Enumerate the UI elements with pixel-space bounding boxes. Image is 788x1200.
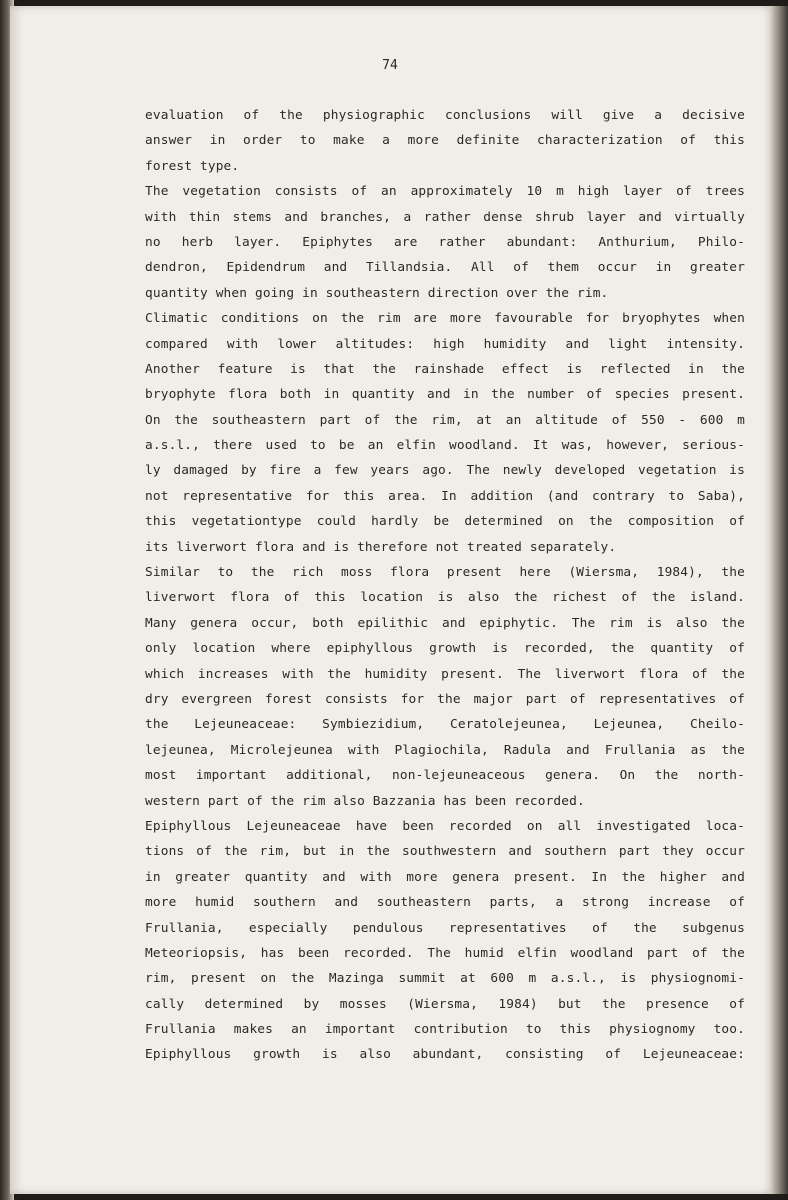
text-line: ly damaged by fire a few years ago. The newly developed vegetation is — [145, 463, 745, 479]
text-line: rim, present on the Mazinga summit at 600 m a.s.l., is physiognomi- — [145, 971, 745, 987]
text-line: dry evergreen forest consists for the major part of representatives of — [145, 691, 745, 707]
document-page — [10, 6, 770, 1194]
text-line: more humid southern and southeastern parts, a strong increase of — [145, 895, 745, 911]
text-line: its liverwort flora and is therefore not treated separately. — [145, 539, 617, 555]
text-line: liverwort flora of this location is also the richest of the island. — [145, 590, 745, 606]
text-line: Frullania makes an important contribution to this physiognomy too. — [145, 1022, 745, 1038]
text-line: Frullania, especially pendulous representatives of the subgenus — [145, 920, 745, 936]
text-line: evaluation of the physiographic conclusions will give a decisive — [145, 108, 745, 123]
text-line: cally determined by mosses (Wiersma, 1984) but the presence of — [145, 996, 745, 1012]
text-line: Meteoriopsis, has been recorded. The humid elfin woodland part of the — [145, 945, 745, 961]
text-line: which increases with the humidity present. The liverwort flora of the — [145, 666, 745, 682]
page-edge — [770, 6, 788, 1194]
text-line: Many genera occur, both epilithic and epiphytic. The rim is also the — [145, 615, 745, 631]
text-line: The vegetation consists of an approximately 10 m high layer of trees — [145, 184, 745, 200]
text-line: this vegetationtype could hardly be determined on the composition of — [145, 514, 745, 530]
text-line: Epiphyllous growth is also abundant, consisting of Lejeuneaceae: — [145, 1047, 745, 1063]
text-line: not representative for this area. In addition (and contrary to Saba), — [145, 488, 745, 504]
text-line: western part of the rim also Bazzania has been recorded. — [145, 793, 585, 809]
text-line: Climatic conditions on the rim are more favourable for bryophytes when — [145, 311, 745, 327]
text-line: no herb layer. Epiphytes are rather abundant: Anthurium, Philo- — [145, 234, 745, 250]
text-line: Another feature is that the rainshade effect is reflected in the — [145, 361, 745, 377]
page-number: 74 — [382, 58, 398, 73]
text-line: forest type. — [145, 158, 240, 174]
text-line: only location where epiphyllous growth is recorded, the quantity of — [145, 641, 745, 657]
text-line: with thin stems and branches, a rather dense shrub layer and virtually — [145, 209, 745, 225]
text-line: On the southeastern part of the rim, at an altitude of 550 - 600 m — [145, 412, 745, 428]
text-line: a.s.l., there used to be an elfin woodland. It was, however, serious- — [145, 438, 745, 454]
text-line: most important additional, non-lejeuneaceous genera. On the north- — [145, 768, 745, 784]
text-line: answer in order to make a more definite characterization of this — [145, 133, 745, 149]
text-line: Epiphyllous Lejeuneaceae have been recorded on all investigated loca- — [145, 818, 745, 834]
text-line: tions of the rim, but in the southwestern and southern part they occur — [145, 844, 745, 860]
text-line: bryophyte flora both in quantity and in the number of species present. — [145, 387, 745, 403]
text-line: quantity when going in southeastern direction over the rim. — [145, 285, 609, 301]
body-text — [145, 103, 745, 1068]
text-line: lejeunea, Microlejeunea with Plagiochila, Radula and Frullania as the — [145, 742, 745, 758]
text-line: dendron, Epidendrum and Tillandsia. All of them occur in greater — [145, 260, 745, 276]
text-line: in greater quantity and with more genera present. In the higher and — [145, 869, 745, 885]
text-line: compared with lower altitudes: high humidity and light intensity. — [145, 336, 745, 352]
text-line: the Lejeuneaceae: Symbiezidium, Ceratolejeunea, Lejeunea, Cheilo- — [145, 717, 745, 733]
text-line: Similar to the rich moss flora present here (Wiersma, 1984), the — [145, 565, 745, 581]
